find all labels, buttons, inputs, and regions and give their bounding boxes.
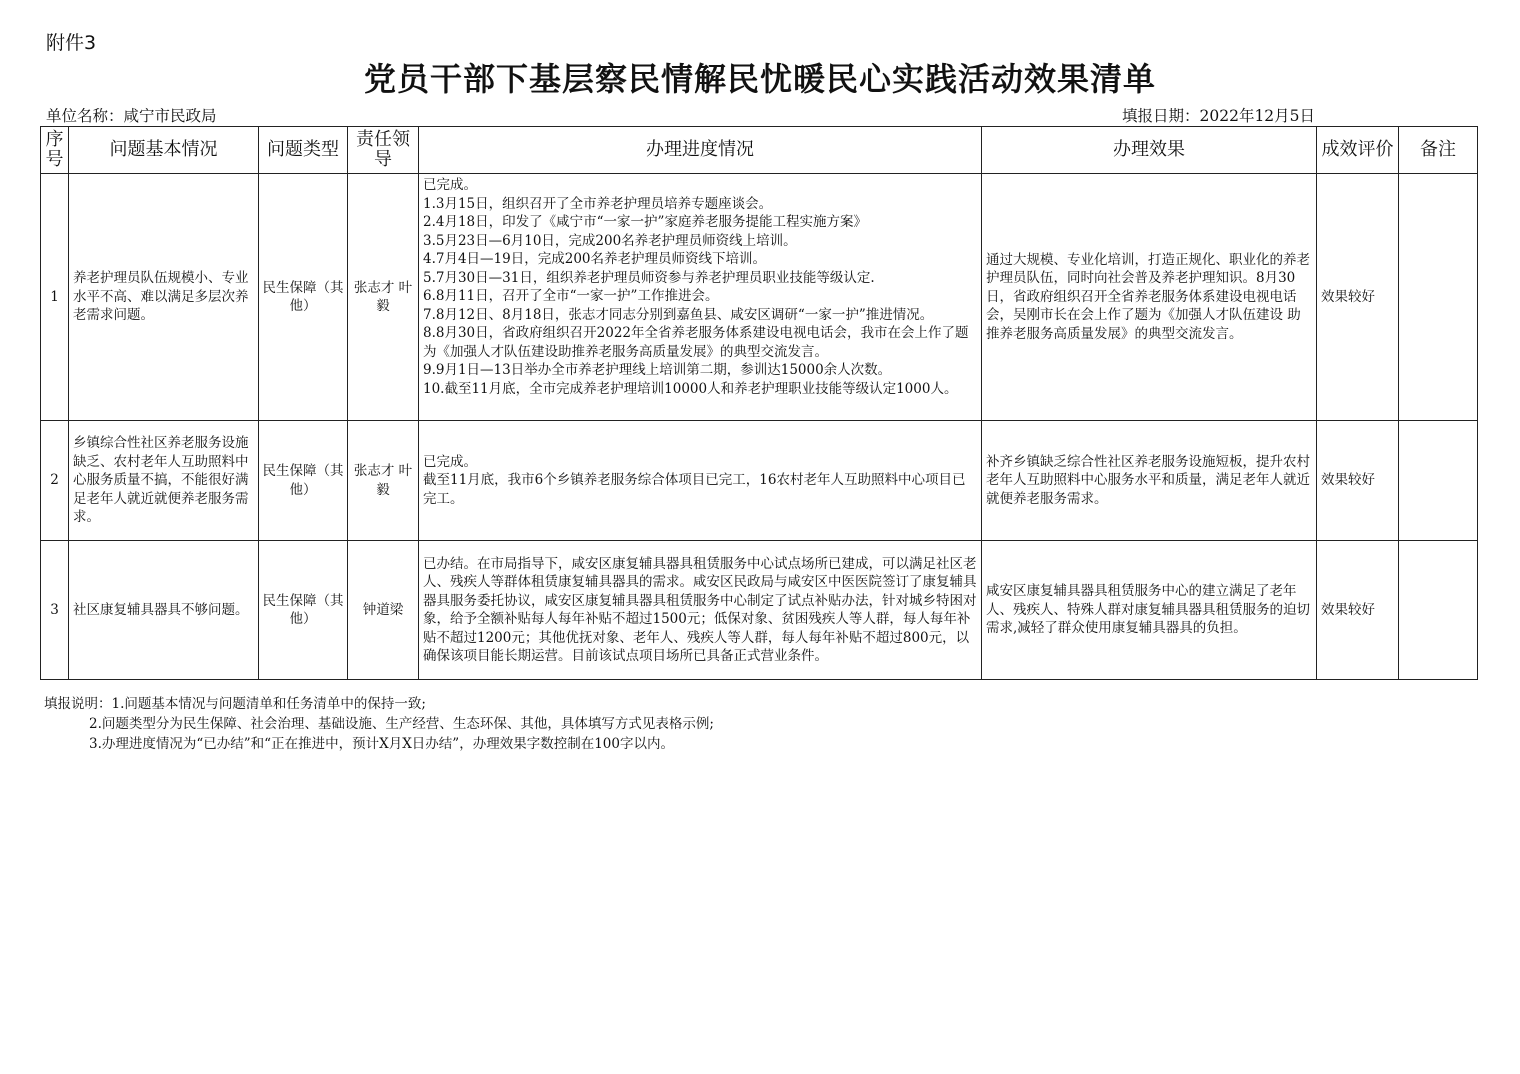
note-line: 填报说明：1.问题基本情况与问题清单和任务清单中的保持一致;	[44, 696, 426, 712]
row-type: 民生保障（其他）	[259, 174, 348, 421]
progress-line: 4.7月4日—19日，完成200名养老护理员师资线下培训。	[423, 251, 767, 267]
note-line: 2.问题类型分为民生保障、社会治理、基础设施、生产经营、生态环保、其他，具体填写方式见表格示例;	[89, 716, 714, 732]
progress-line: 已办结。在市局指导下，咸安区康复辅具器具租赁服务中心试点场所已建成，可以满足社区老人、残疾人等群体租赁康复辅具器具的需求。咸安区民政局与咸安区中医医院签订了康复辅具器具服务委托协议，咸安区康复辅具器具租赁服务中心制定了试点补贴办法，针对城乡特困对象，给予全额补贴每人每年补贴不超过1500元；低保对象、贫困残疾人等人群，每人每年补贴不超过1200元；其他优抚对象、老年人、残疾人等人群，每人每年补贴不超过800元，以确保该项目能长期运营。目前该试点项目场所已具备正式营业条件。	[423, 555, 977, 664]
table-row	[41, 421, 1478, 541]
row-no: 1	[41, 174, 69, 421]
row-leader: 张志才 叶 毅	[348, 174, 419, 421]
row-effect: 咸安区康复辅具器具租赁服务中心的建立满足了老年人、残疾人、特殊人群对康复辅具器具租赁服务的迫切需求,减轻了群众使用康复辅具器具的负担。	[982, 541, 1317, 680]
progress-line: 10.截至11月底，全市完成养老护理培训10000人和养老护理职业技能等级认定1000人。	[423, 380, 958, 397]
row-effect: 补齐乡镇缺乏综合性社区养老服务设施短板，提升农村老年人互助照料中心服务水平和质量，满足老年人就近就便养老服务需求。	[982, 421, 1317, 541]
row-eval: 效果较好	[1317, 541, 1399, 680]
row-remark	[1399, 541, 1478, 680]
header-basic: 问题基本情况	[69, 127, 259, 174]
row-eval: 效果较好	[1317, 174, 1399, 421]
table-header-row	[41, 127, 1478, 174]
progress-line: 5.7月30日—31日，组织养老护理员师资参与养老护理员职业技能等级认定.	[423, 269, 875, 286]
note-line: 3.办理进度情况为“已办结”和“正在推进中，预计X月X日办结”，办理效果字数控制在100字以内。	[89, 736, 674, 752]
row-no: 2	[41, 421, 69, 541]
page-title: 党员干部下基层察民情解民忧暖民心实践活动效果清单	[363, 60, 1156, 98]
progress-line: 6.8月11日，召开了全市“一家一护”工作推进会。	[423, 288, 719, 304]
header-eval: 成效评价	[1317, 127, 1399, 174]
progress-line: 1.3月15日，组织召开了全市养老护理员培养专题座谈会。	[423, 195, 773, 212]
progress-line: 已完成。	[423, 453, 477, 470]
progress-line: 8.8月30日，省政府组织召开2022年全省养老服务体系建设电视电话会，我市在会上作了题为《加强人才队伍建设助推养老服务高质量发展》的典型交流发言。	[423, 325, 969, 360]
table-row	[41, 541, 1478, 680]
progress-line: 9.9月1日—13日举办全市养老护理线上培训第二期，参训达15000余人次数。	[423, 362, 892, 378]
row-no: 3	[41, 541, 69, 680]
row-leader: 张志才 叶 毅	[348, 421, 419, 541]
header-effect: 办理效果	[982, 127, 1317, 174]
header-no: 序号	[41, 127, 69, 174]
row-leader: 钟道梁	[348, 541, 419, 680]
row-type: 民生保障（其他）	[259, 541, 348, 680]
progress-line: 已完成。	[423, 177, 477, 193]
row-basic: 乡镇综合性社区养老服务设施缺乏、农村老年人互助照料中心服务质量不搞，不能很好满足老年人就近就便养老服务需求。	[69, 421, 259, 541]
effect-list-table	[40, 126, 1478, 680]
progress-line: 截至11月底，我市6个乡镇养老服务综合体项目已完工，16农村老年人互助照料中心项目已完工。	[423, 472, 966, 507]
header-leader: 责任领导	[348, 127, 419, 174]
filling-notes	[44, 694, 714, 754]
header-progress: 办理进度情况	[419, 127, 982, 174]
row-effect: 通过大规模、专业化培训，打造正规化、职业化的养老护理员队伍，同时向社会普及养老护理知识。8月30日，省政府组织召开全省养老服务体系建设电视电话会，吴刚市长在会上作了题为《加强人才队伍建设 助推养老服务高质量发展》的典型交流发言。	[982, 174, 1317, 421]
unit-name: 单位名称：咸宁市民政局	[46, 107, 217, 125]
row-progress	[419, 421, 982, 541]
row-type: 民生保障（其他）	[259, 421, 348, 541]
row-remark	[1399, 174, 1478, 421]
row-remark	[1399, 421, 1478, 541]
row-progress	[419, 174, 982, 421]
row-progress	[419, 541, 982, 680]
table-row	[41, 174, 1478, 421]
progress-line: 7.8月12日、8月18日，张志才同志分别到嘉鱼县、咸安区调研“一家一护”推进情况。	[423, 306, 934, 323]
row-basic: 社区康复辅具器具不够问题。	[69, 541, 259, 680]
attachment-label: 附件3	[46, 32, 97, 54]
progress-line: 2.4月18日，印发了《咸宁市“一家一护”家庭养老服务提能工程实施方案》	[423, 214, 867, 230]
progress-line: 3.5月23日—6月10日，完成200名养老护理员师资线上培训。	[423, 232, 797, 249]
row-eval: 效果较好	[1317, 421, 1399, 541]
row-basic: 养老护理员队伍规模小、专业水平不高、难以满足多层次养老需求问题。	[69, 174, 259, 421]
header-type: 问题类型	[259, 127, 348, 174]
report-date: 填报日期：2022年12月5日	[1122, 107, 1316, 125]
header-remark: 备注	[1399, 127, 1478, 174]
